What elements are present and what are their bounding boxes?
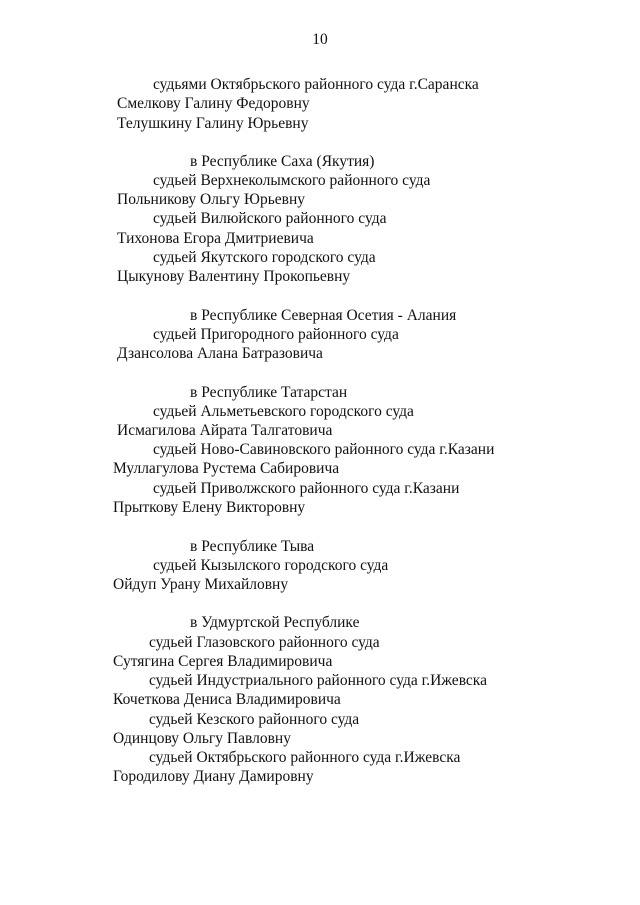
court-position-line: судьей Якутского городского суда	[153, 249, 376, 266]
region-heading: в Удмуртской Республике	[190, 614, 360, 631]
court-position-line: судьей Пригородного районного суда	[153, 326, 399, 343]
judge-name-line: Цыкунову Валентину Прокопьевну	[117, 268, 351, 285]
judge-name-line: Польникову Ольгу Юрьевну	[117, 191, 306, 208]
court-position-line: судьей Альметьевского городского суда	[153, 403, 414, 420]
region-heading: в Республике Саха (Якутия)	[190, 153, 375, 170]
region-heading: в Республике Тыва	[190, 538, 315, 555]
judge-name-line: Кочеткова Дениса Владимировича	[113, 691, 341, 708]
judge-name-line: Дзансолова Алана Батразовича	[117, 345, 323, 362]
judge-name-line: Сутягина Сергея Владимировича	[113, 653, 333, 670]
judge-name-line: Прыткову Елену Викторовну	[113, 499, 306, 516]
judge-name-line: Исмагилова Айрата Талгатовича	[117, 422, 333, 439]
court-position-line: судьей Кызылского городского суда	[153, 557, 389, 574]
judge-name-line: Одинцову Ольгу Павловну	[113, 730, 291, 747]
court-position-line: судьей Приволжского районного суда г.Казани	[153, 480, 460, 497]
court-position-line: судьей Вилюйского районного суда	[153, 210, 387, 227]
court-position-line: судьей Индустриального районного суда г.Ижевска	[149, 672, 487, 689]
judge-name-line: Телушкину Галину Юрьевну	[117, 115, 309, 132]
court-position-line: судьями Октябрьского районного суда г.Саранска	[153, 76, 479, 93]
judge-name-line: Смелкову Галину Федоровну	[117, 95, 310, 112]
court-position-line: судьей Кезского районного суда	[149, 711, 360, 728]
court-position-line: судьей Глазовского районного суда	[149, 634, 380, 651]
judge-name-line: Ойдуп Урану Михайловну	[113, 576, 289, 593]
region-heading: в Республике Северная Осетия - Алания	[190, 307, 457, 324]
judge-name-line: Городилову Диану Дамировну	[113, 768, 314, 785]
region-heading: в Республике Татарстан	[190, 384, 348, 401]
judge-name-line: Муллагулова Рустема Сабировича	[113, 460, 340, 477]
court-position-line: судьей Ново-Савиновского районного суда г.Казани	[153, 441, 495, 458]
judge-name-line: Тихонова Егора Дмитриевича	[117, 230, 314, 247]
court-position-line: судьей Октябрьского районного суда г.Ижевска	[149, 749, 461, 766]
page-number: 10	[312, 31, 328, 48]
court-position-line: судьей Верхнеколымского районного суда	[153, 172, 431, 189]
